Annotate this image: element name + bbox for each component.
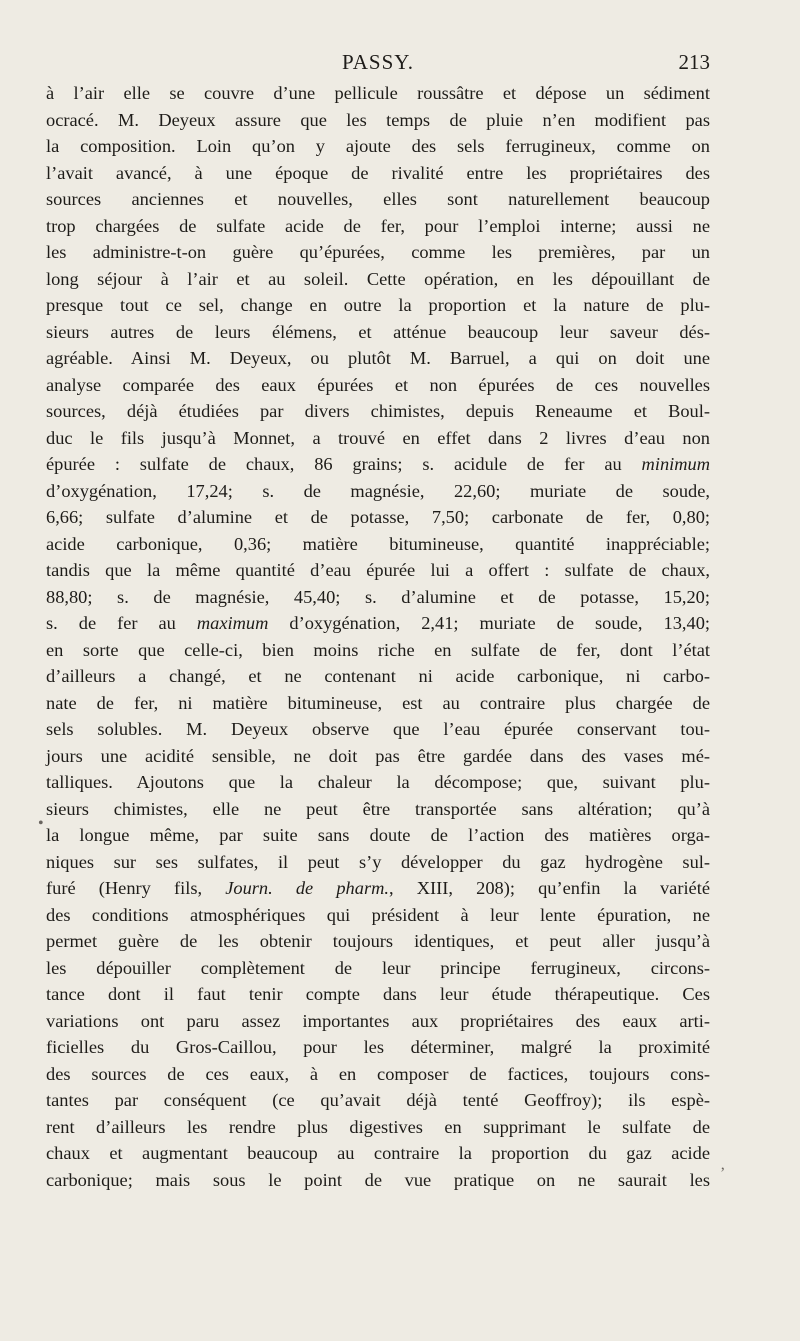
text-line: la longue même, par suite sans doute de l’action des matières orga- bbox=[46, 825, 710, 845]
text-line: 6,66; sulfate d’alumine et de potasse, 7,50; carbonate de fer, 0,80; bbox=[46, 507, 710, 527]
page-number: 213 bbox=[678, 50, 710, 74]
text-line: rent d’ailleurs les rendre plus digestives en supprimant le sulfate de bbox=[46, 1116, 710, 1137]
text-line: ficielles du Gros-Caillou, pour les déterminer, malgré la proximité bbox=[46, 1037, 710, 1057]
text-line: des conditions atmosphériques qui président à leur lente épuration, ne bbox=[46, 904, 710, 925]
body-text bbox=[46, 80, 710, 1193]
italic-segment: Journ. de pharm. bbox=[225, 878, 389, 898]
page-header bbox=[46, 50, 710, 80]
text-segment: épurée : sulfate de chaux, 86 grains; s. acidule de fer au bbox=[46, 454, 642, 474]
text-line: talliques. Ajoutons que la chaleur la décompose; que, suivant plu- bbox=[46, 772, 710, 792]
text-line: sieurs autres de leurs élémens, et atténue beaucoup leur saveur dés- bbox=[46, 321, 710, 342]
ink-speck: ’ bbox=[720, 1165, 726, 1182]
text-segment: , XIII, 208); qu’enfin la variété bbox=[389, 878, 710, 898]
running-head: PASSY. bbox=[342, 50, 414, 74]
text-segment: s. de fer au bbox=[46, 613, 197, 633]
ink-speck: • bbox=[38, 815, 44, 832]
italic-segment: minimum bbox=[641, 454, 710, 474]
text-line: acide carbonique, 0,36; matière bitumineuse, quantité inappréciable; bbox=[46, 533, 710, 554]
text-line: trop chargées de sulfate acide de fer, pour l’emploi interne; aussi ne bbox=[46, 215, 710, 236]
text-line: chaux et augmentant beaucoup au contraire la proportion du gaz acide bbox=[46, 1143, 710, 1163]
text-line bbox=[46, 610, 710, 637]
text-line: permet guère de les obtenir toujours identiques, et peut aller jusqu’à bbox=[46, 931, 710, 951]
text-line: à l’air elle se couvre d’une pellicule roussâtre et dépose un sédiment bbox=[46, 83, 710, 103]
text-line: l’avait avancé, à une époque de rivalité entre les propriétaires des bbox=[46, 162, 710, 183]
text-line: sources, déjà étudiées par divers chimistes, depuis Reneaume et Boul- bbox=[46, 401, 710, 421]
text-line: les dépouiller complètement de leur principe ferrugineux, circons- bbox=[46, 957, 710, 978]
text-line: presque tout ce sel, change en outre la proportion et la nature de plu- bbox=[46, 295, 710, 315]
text-line: la composition. Loin qu’on y ajoute des sels ferrugineux, comme on bbox=[46, 136, 710, 156]
text-line: sieurs chimistes, elle ne peut être transportée sans altération; qu’à bbox=[46, 798, 710, 819]
text-line: sels solubles. M. Deyeux observe que l’eau épurée conservant tou- bbox=[46, 719, 710, 739]
text-line: d’ailleurs a changé, et ne contenant ni acide carbonique, ni carbo- bbox=[46, 666, 710, 686]
text-segment: furé (Henry fils, bbox=[46, 878, 226, 898]
text-line bbox=[46, 451, 710, 478]
text-line: 88,80; s. de magnésie, 45,40; s. d’alumine et de potasse, 15,20; bbox=[46, 586, 710, 607]
text-line: analyse comparée des eaux épurées et non épurées de ces nouvelles bbox=[46, 374, 710, 395]
text-line: ocracé. M. Deyeux assure que les temps de pluie n’en modifient pas bbox=[46, 109, 710, 130]
text-line: variations ont paru assez importantes aux propriétaires des eaux arti- bbox=[46, 1010, 710, 1031]
text-line: carbonique; mais sous le point de vue pratique on ne saurait les bbox=[46, 1169, 710, 1190]
text-line: jours une acidité sensible, ne doit pas être gardée dans des vases mé- bbox=[46, 745, 710, 766]
text-line: agréable. Ainsi M. Deyeux, ou plutôt M. Barruel, a qui on doit une bbox=[46, 348, 710, 368]
text-line: tance dont il faut tenir compte dans leur étude thérapeutique. Ces bbox=[46, 984, 710, 1004]
text-segment: d’oxygénation, 2,41; muriate de soude, 13,40; bbox=[268, 613, 710, 633]
text-line: long séjour à l’air et au soleil. Cette opération, en les dépouillant de bbox=[46, 268, 710, 289]
text-line bbox=[46, 875, 710, 902]
text-line: tantes par conséquent (ce qu’avait déjà tenté Geoffroy); ils espè- bbox=[46, 1090, 710, 1110]
text-line: duc le fils jusqu’à Monnet, a trouvé en effet dans 2 livres d’eau non bbox=[46, 427, 710, 448]
text-line: sources anciennes et nouvelles, elles sont naturellement beaucoup bbox=[46, 189, 710, 209]
text-line: nate de fer, ni matière bitumineuse, est au contraire plus chargée de bbox=[46, 692, 710, 713]
text-line: en sorte que celle-ci, bien moins riche en sulfate de fer, dont l’état bbox=[46, 639, 710, 660]
italic-segment: maximum bbox=[196, 613, 269, 633]
text-line: d’oxygénation, 17,24; s. de magnésie, 22,60; muriate de soude, bbox=[46, 480, 710, 501]
text-line: tandis que la même quantité d’eau épurée lui a offert : sulfate de chaux, bbox=[46, 560, 710, 580]
text-line: les administre-t-on guère qu’épurées, comme les premières, par un bbox=[46, 242, 710, 262]
text-line: niques sur ses sulfates, il peut s’y développer du gaz hydrogène sul- bbox=[46, 851, 710, 872]
text-line: des sources de ces eaux, à en composer de factices, toujours cons- bbox=[46, 1063, 710, 1084]
